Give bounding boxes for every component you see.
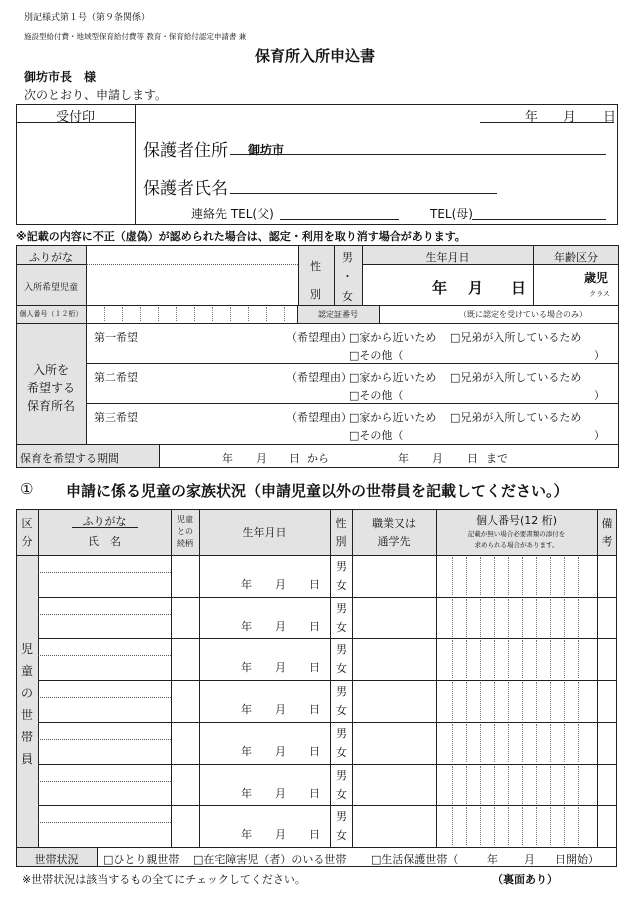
side-label-char: 童 [20, 664, 33, 678]
furigana-divider [38, 781, 171, 782]
digit-divider [536, 682, 537, 720]
period-to: まで [486, 452, 508, 465]
digit-divider [536, 599, 537, 637]
digit-divider [508, 807, 509, 845]
row-female-option[interactable]: 女 [336, 788, 347, 801]
row-year: 年 [241, 578, 252, 591]
col-note-top: 備 [601, 517, 613, 530]
row-year: 年 [241, 703, 252, 716]
choice-sibling-checkbox[interactable]: □兄弟が入所しているため [450, 411, 582, 424]
digit-divider [522, 599, 523, 637]
digit-divider [536, 807, 537, 845]
row-male-option[interactable]: 男 [336, 643, 347, 656]
contact-father-label: 連絡先 TEL(父) [191, 207, 274, 221]
choice-near-home-checkbox[interactable]: □家から近いため [349, 331, 437, 344]
col-dob: 生年月日 [242, 526, 287, 539]
row-divider [38, 805, 617, 806]
digit-divider [564, 766, 565, 804]
date-year-label: 年 [525, 110, 539, 125]
digit-divider [508, 599, 509, 637]
digit-divider [522, 766, 523, 804]
row-male-option[interactable]: 男 [336, 810, 347, 823]
form-subtitle: 施設型給付費・地域型保育給付費等 教育・保育給付認定申請書 兼 [24, 32, 247, 41]
col-job-bottom: 通学先 [377, 535, 411, 548]
side-label-char: 児 [20, 642, 33, 656]
choice-name: 第二希望 [94, 371, 138, 384]
col-note-bottom: 考 [601, 535, 613, 548]
choice-reason-label: （希望理由） [286, 411, 352, 424]
col-mynumber-note-1: 記載が無い場合必要書類の添付を [467, 530, 566, 538]
footer-note: ※世帯状況は該当するもの全てにチェックしてください。 [22, 873, 306, 886]
col-mynumber: 個人番号(12 桁) [475, 514, 558, 527]
row-year: 年 [241, 661, 252, 674]
child-dob-day: 日 [511, 279, 527, 297]
row-divider [38, 680, 617, 681]
digit-divider [578, 807, 579, 845]
digit-divider [578, 640, 579, 678]
digit-divider [522, 557, 523, 595]
row-day: 日 [309, 620, 320, 633]
age-label: 年齢区分 [554, 251, 598, 264]
digit-divider [466, 807, 467, 845]
row-month: 月 [275, 703, 286, 716]
furigana-divider [38, 614, 171, 615]
digit-divider [480, 807, 481, 845]
choice-name: 第一希望 [94, 331, 138, 344]
digit-divider [508, 724, 509, 762]
digit-divider [466, 766, 467, 804]
date-month-label: 月 [563, 110, 577, 125]
digit-divider [494, 682, 495, 720]
row-month: 月 [275, 745, 286, 758]
lead-text: 次のとおり、申請します。 [24, 88, 168, 102]
child-furigana-label: ふりがな [29, 251, 73, 264]
side-label-char: 帯 [20, 730, 33, 744]
sex-separator: ・ [342, 270, 353, 283]
status-month: 月 [524, 853, 535, 866]
choice-reason-label: （希望理由） [286, 331, 352, 344]
child-female-option[interactable]: 女 [342, 290, 353, 303]
digit-divider [494, 599, 495, 637]
address-value[interactable]: 御坊市 [248, 143, 285, 157]
digit-divider [578, 724, 579, 762]
choice-other-checkbox[interactable]: □その他（ [349, 349, 404, 362]
digit-divider [452, 766, 453, 804]
col-mynumber-note-2: 求められる場合があります。 [474, 541, 559, 549]
digit-divider [536, 724, 537, 762]
digit-divider [480, 557, 481, 595]
digit-divider [480, 766, 481, 804]
row-year: 年 [241, 745, 252, 758]
contact-mother-line[interactable] [472, 219, 606, 220]
choice-sibling-checkbox[interactable]: □兄弟が入所しているため [450, 331, 582, 344]
row-male-option[interactable]: 男 [336, 602, 347, 615]
row-female-option[interactable]: 女 [336, 579, 347, 592]
period-from: から [307, 452, 329, 465]
period-month-start: 月 [256, 452, 267, 465]
col-relation-2: との [177, 527, 193, 536]
furigana-divider [38, 739, 171, 740]
row-day: 日 [309, 828, 320, 841]
row-male-option[interactable]: 男 [336, 560, 347, 573]
digit-divider [550, 557, 551, 595]
digit-divider [494, 640, 495, 678]
furigana-divider [38, 572, 171, 573]
class-label: クラス [589, 290, 610, 298]
address-line [230, 154, 606, 155]
child-table [16, 245, 619, 468]
digit-divider [550, 640, 551, 678]
choice-other-close: ） [594, 349, 605, 362]
digit-divider [550, 599, 551, 637]
col-name: 氏 名 [88, 535, 121, 548]
row-month: 月 [275, 578, 286, 591]
row-day: 日 [309, 703, 320, 716]
furigana-divider [38, 655, 171, 656]
row-female-option[interactable]: 女 [336, 746, 347, 759]
status-single-parent-checkbox[interactable]: □ひとり親世帯 [103, 853, 180, 866]
digit-divider [452, 682, 453, 720]
digit-divider [578, 599, 579, 637]
col-kubun-bottom: 分 [21, 535, 33, 548]
digit-divider [494, 766, 495, 804]
choice-near-home-checkbox[interactable]: □家から近いため [349, 411, 437, 424]
row-month: 月 [275, 787, 286, 800]
digit-divider [550, 682, 551, 720]
digit-divider [564, 640, 565, 678]
digit-divider [564, 557, 565, 595]
digit-divider [508, 557, 509, 595]
section-title: 申請に係る児童の家族状況（申請児童以外の世帯員を記載してください。） [66, 482, 569, 500]
status-start: 日開始） [555, 853, 599, 866]
col-job-top: 職業又は [372, 517, 416, 530]
family-table [16, 509, 617, 867]
age-unit: 歳児 [584, 271, 609, 285]
stamp-label: 受付印 [55, 110, 95, 125]
digit-divider [480, 724, 481, 762]
digit-divider [494, 724, 495, 762]
row-female-option[interactable]: 女 [336, 662, 347, 675]
digit-divider [508, 640, 509, 678]
row-female-option[interactable]: 女 [336, 704, 347, 717]
row-male-option[interactable]: 男 [336, 727, 347, 740]
period-year-start: 年 [222, 452, 233, 465]
mynumber-label: 個人番号（１２桁） [19, 310, 83, 318]
row-month: 月 [275, 620, 286, 633]
contact-father-line[interactable] [280, 219, 399, 220]
row-female-option[interactable]: 女 [336, 829, 347, 842]
digit-divider [466, 724, 467, 762]
choice-near-home-checkbox[interactable]: □家から近いため [349, 371, 437, 384]
digit-divider [466, 557, 467, 595]
digit-divider [452, 599, 453, 637]
row-day: 日 [309, 745, 320, 758]
nursery-label-2: 希望する [26, 381, 75, 395]
section-number: ① [20, 480, 34, 498]
row-year: 年 [241, 787, 252, 800]
digit-divider [522, 724, 523, 762]
digit-divider [508, 682, 509, 720]
digit-divider [522, 682, 523, 720]
row-year: 年 [241, 620, 252, 633]
col-relation-3: 続柄 [177, 539, 193, 548]
period-year-end: 年 [398, 452, 409, 465]
digit-divider [564, 724, 565, 762]
row-year: 年 [241, 828, 252, 841]
row-day: 日 [309, 661, 320, 674]
digit-divider [550, 766, 551, 804]
digit-divider [536, 557, 537, 595]
col-sex-top: 性 [335, 517, 347, 530]
period-day-start: 日 [289, 452, 300, 465]
choice-other-checkbox[interactable]: □その他（ [349, 389, 404, 402]
col-furigana: ふりがな [82, 515, 127, 528]
child-dob-year: 年 [432, 279, 448, 297]
digit-divider [452, 807, 453, 845]
digit-divider [564, 807, 565, 845]
row-day: 日 [309, 578, 320, 591]
side-label-char: 員 [20, 752, 33, 766]
sex-label-top: 性 [310, 260, 321, 273]
status-disabled-checkbox[interactable]: □在宅障害児（者）のいる世帯 [193, 853, 347, 866]
child-male-option[interactable]: 男 [342, 251, 353, 264]
digit-divider [480, 640, 481, 678]
status-year: 年 [487, 853, 498, 866]
cert-label: 認定証番号 [318, 310, 358, 319]
digit-divider [480, 599, 481, 637]
digit-divider [480, 682, 481, 720]
digit-divider [466, 682, 467, 720]
digit-divider [452, 557, 453, 595]
choice-name: 第三希望 [94, 411, 138, 424]
digit-divider [522, 807, 523, 845]
digit-divider [536, 640, 537, 678]
row-divider [38, 764, 617, 765]
digit-divider [466, 640, 467, 678]
col-relation-1: 児童 [177, 515, 193, 524]
choice-other-close: ） [594, 389, 605, 402]
col-kubun-top: 区 [21, 517, 33, 530]
desired-child-label: 入所希望児童 [23, 283, 78, 293]
notice-text: ※記載の内容に不正（虚偽）が認められた場合は、認定・利用を取り消す場合があります。 [16, 230, 466, 243]
side-label-char: の [20, 686, 33, 700]
name-line[interactable] [230, 193, 497, 194]
row-divider [38, 597, 617, 598]
side-label-char: 世 [20, 708, 33, 722]
address-label: 保護者住所 [143, 141, 228, 161]
cert-note: （既に認定を受けている場合のみ） [459, 310, 587, 319]
row-month: 月 [275, 828, 286, 841]
name-label: 保護者氏名 [143, 179, 228, 199]
digit-divider [452, 640, 453, 678]
digit-divider [578, 766, 579, 804]
nursery-label-1: 入所を [32, 363, 69, 377]
nursery-label-3: 保育所名 [26, 399, 75, 413]
digit-divider [522, 640, 523, 678]
status-label: 世帯状況 [34, 853, 79, 866]
digit-divider [536, 766, 537, 804]
row-female-option[interactable]: 女 [336, 621, 347, 634]
sex-label-bottom: 別 [310, 288, 321, 301]
contact-mother-label: TEL(母) [430, 207, 473, 221]
choice-other-close: ） [594, 429, 605, 442]
date-day-label: 日 [603, 110, 617, 125]
col-sex-bottom: 別 [335, 535, 347, 548]
furigana-divider [38, 697, 171, 698]
row-male-option[interactable]: 男 [336, 769, 347, 782]
digit-divider [494, 807, 495, 845]
digit-divider [550, 724, 551, 762]
row-divider [38, 638, 617, 639]
digit-divider [564, 599, 565, 637]
digit-divider [452, 724, 453, 762]
row-male-option[interactable]: 男 [336, 685, 347, 698]
digit-divider [494, 557, 495, 595]
row-divider [38, 722, 617, 723]
back-side-note: （裏面あり） [492, 873, 558, 886]
period-label: 保育を希望する期間 [20, 452, 119, 465]
choice-reason-label: （希望理由） [286, 371, 352, 384]
digit-divider [578, 557, 579, 595]
addressee: 御坊市長 様 [24, 70, 97, 84]
digit-divider [508, 766, 509, 804]
child-dob-month: 月 [468, 279, 484, 297]
form-number: 別記様式第１号（第９条関係） [24, 13, 151, 23]
choice-other-checkbox[interactable]: □その他（ [349, 429, 404, 442]
digit-divider [578, 682, 579, 720]
digit-divider [564, 682, 565, 720]
digit-divider [466, 599, 467, 637]
row-month: 月 [275, 661, 286, 674]
status-welfare-checkbox[interactable]: □生活保護世帯（ [371, 853, 459, 866]
period-month-end: 月 [432, 452, 443, 465]
furigana-divider [38, 822, 171, 823]
period-day-end: 日 [467, 452, 478, 465]
row-day: 日 [309, 787, 320, 800]
choice-sibling-checkbox[interactable]: □兄弟が入所しているため [450, 371, 582, 384]
child-dob-label: 生年月日 [425, 251, 470, 264]
digit-divider [550, 807, 551, 845]
page-title: 保育所入所申込書 [254, 47, 375, 65]
